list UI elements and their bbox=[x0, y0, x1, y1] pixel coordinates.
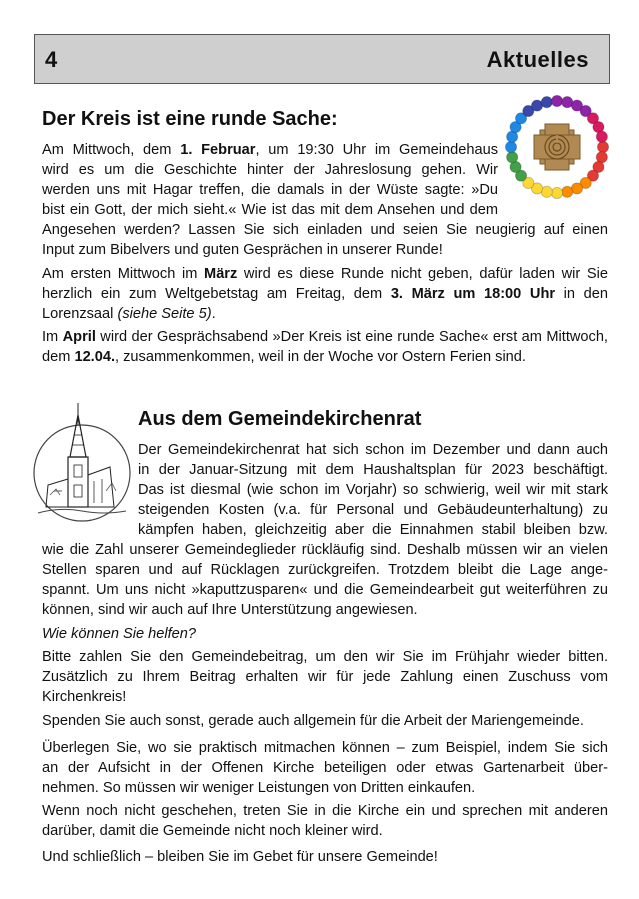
text-line: Angesehen werden? Lassen Sie sich einladen und seien Sie neugierig auf einen bbox=[42, 222, 608, 238]
text-line: nehmen. So müssen wir weniger Leistungen von Dritten einkaufen. bbox=[42, 780, 476, 796]
text-line: wird es um die Geschichte hinter der Jahreslosung gehen. Wir bbox=[42, 162, 498, 178]
bead bbox=[507, 152, 518, 163]
bead bbox=[551, 95, 562, 106]
church-sketch-image bbox=[30, 395, 134, 535]
paragraph-april: Im April wird der Gesprächsabend »Der Kreis ist eine runde Sache« erst am Mittwoch, dem 12.04., zusammenkommen, weil in der Woche vor Ostern Ferien sind. bbox=[42, 329, 608, 365]
text-line: in der Januar-Sitzung mit dem Haushaltsplan für 2023 beschäftigt. bbox=[138, 462, 608, 478]
text-line: Das ist diesmal (wie schon im Vorjahr) so schwierig, weil wir mit stark bbox=[138, 482, 608, 498]
paragraph-spenden: Spenden Sie auch sonst, gerade auch allgemein für die Arbeit der Mariengemeinde. bbox=[42, 713, 584, 729]
text-line: Input zum Bibelvers und guten Gesprächen in unserer Runde! bbox=[42, 242, 443, 258]
bead bbox=[597, 141, 608, 152]
page-header bbox=[34, 34, 610, 84]
paragraph-eintreten: Wenn noch nicht geschehen, treten Sie in die Kirche ein und sprechen mit anderen darüber, damit die Gemeinde nicht noch kleiner wird. bbox=[42, 803, 608, 839]
text-line: Stellen sparen und auf Rücklagen zurückgreifen. Trotzdem bleibt die Lage ange- bbox=[42, 562, 608, 578]
paragraph-mitmachen bbox=[42, 738, 608, 798]
bead bbox=[596, 131, 607, 142]
bead bbox=[551, 187, 562, 198]
text-line: werden uns mit Hagar treffen, die damals in der Wüste sagte: »Du bbox=[42, 182, 498, 198]
text-line: bist ein Gott, der mich sieht.« Wie ist das mit dem Ansehen und dem bbox=[42, 202, 498, 218]
section-title: Aktuelles bbox=[486, 47, 589, 72]
text-line: wie die Zahl unserer Gemeindeglieder rückläufig sind. Deshalb müssen wir an vielen bbox=[42, 542, 608, 558]
paragraph-gkr-cont bbox=[42, 540, 608, 620]
paragraph-gkr bbox=[138, 440, 608, 540]
text-line: kämpfen haben, gleichzeitig aber die Einnahmen stabil bleiben bzw. bbox=[138, 522, 608, 538]
paragraph-gebet: Und schließlich – bleiben Sie im Gebet für unsere Gemeinde! bbox=[42, 849, 438, 865]
page-number: 4 bbox=[45, 47, 58, 72]
text-line: Der Gemeindekirchenrat hat sich schon im Dezember und dann auch bbox=[138, 442, 608, 458]
paragraph-intro bbox=[42, 140, 498, 220]
text-line: Am Mittwoch, dem 1. Februar, um 19:30 Uhr im Gemeindehaus bbox=[42, 142, 499, 158]
text-line: spannt. Um uns nicht »kaputtzusparen« und die Gemeindearbeit gut weiterführen zu bbox=[42, 582, 608, 598]
text-line: Überlegen Sie, wo sie praktisch mitmachen können – zum Beispiel, indem Sie sich bbox=[42, 740, 608, 756]
text-line: können, sind wir auch auf Ihre Unterstützung angewiesen. bbox=[42, 602, 418, 618]
question-heading: Wie können Sie helfen? bbox=[42, 626, 197, 642]
article-title-gkr: Aus dem Gemeindekirchenrat bbox=[138, 408, 422, 430]
bead bbox=[505, 141, 516, 152]
text-line: an der Aufsicht in der Offenen Kirche beteiligen oder etwas Gartenarbeit über- bbox=[42, 760, 608, 776]
paragraph-beitrag: Bitte zahlen Sie den Gemeindebeitrag, um den wir Sie im Frühjahr wieder bitten. Zusätzlich zu Ihrem Beitrag erhalten wir für jede Zahlung einen Zuschuss vom Kirchenkreis! bbox=[42, 649, 608, 705]
article-title-kreis: Der Kreis ist eine runde Sache: bbox=[42, 108, 338, 130]
bead bbox=[541, 97, 552, 108]
bead bbox=[562, 186, 573, 197]
paragraph-maerz: Am ersten Mittwoch im März wird es diese Runde nicht geben, dafür laden wir Sie herzlich ein zum Weltgebetstag am Freitag, dem 3. März um 18:00 Uhr in den Lorenzsaal (siehe Seite 5). bbox=[42, 266, 608, 322]
text-line: steigenden Kosten (v.a. für Personal und Gebäudeunterhaltung) zu bbox=[138, 502, 608, 518]
paragraph-intro-cont bbox=[42, 220, 608, 260]
bead-ring-image bbox=[504, 94, 610, 200]
